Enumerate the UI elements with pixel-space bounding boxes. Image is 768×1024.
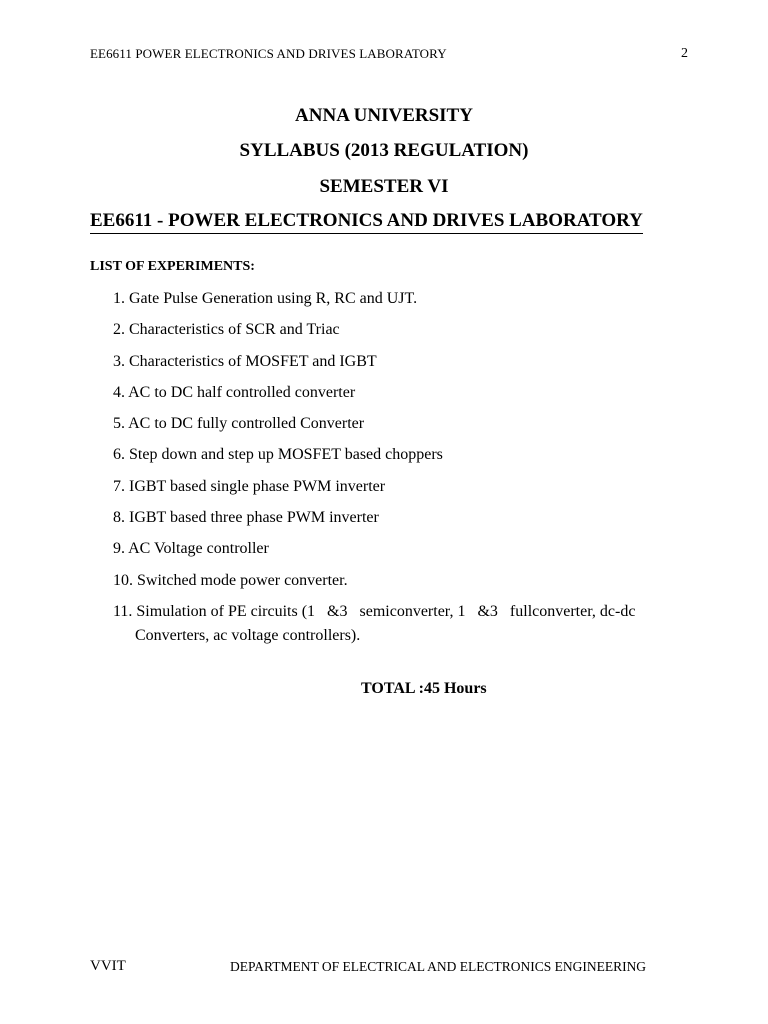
footer-institution: VVIT bbox=[90, 958, 126, 974]
list-item: 3. Characteristics of MOSFET and IGBT bbox=[113, 352, 377, 370]
total-hours: TOTAL :45 Hours bbox=[361, 680, 487, 697]
experiments-heading: LIST OF EXPERIMENTS: bbox=[90, 259, 255, 274]
list-item: 1. Gate Pulse Generation using R, RC and UJT. bbox=[113, 290, 418, 307]
course-title: EE6611 - POWER ELECTRONICS AND DRIVES LABORATORY bbox=[90, 210, 643, 234]
list-item-continuation: Converters, ac voltage controllers). bbox=[135, 627, 361, 644]
footer-department: DEPARTMENT OF ELECTRICAL AND ELECTRONICS ENGINEERING bbox=[230, 959, 647, 974]
list-item: 11. Simulation of PE circuits (1 &3 semiconverter, 1 &3 fullconverter, dc-dc bbox=[113, 602, 636, 620]
list-item: 4. AC to DC half controlled converter bbox=[113, 383, 356, 401]
list-item: 5. AC to DC fully controlled Converter bbox=[113, 415, 365, 433]
syllabus-title: SYLLABUS (2013 REGULATION) bbox=[239, 140, 529, 161]
experiments-list bbox=[113, 283, 635, 627]
running-header: EE6611 POWER ELECTRONICS AND DRIVES LABORATORY bbox=[90, 46, 447, 61]
university-title: ANNA UNIVERSITY bbox=[295, 105, 473, 126]
list-item: 2. Characteristics of SCR and Triac bbox=[113, 321, 340, 339]
list-item: 9. AC Voltage controller bbox=[113, 540, 269, 558]
semester-title: SEMESTER VI bbox=[319, 176, 449, 197]
list-item: 10. Switched mode power converter. bbox=[113, 571, 348, 589]
list-item: 6. Step down and step up MOSFET based choppers bbox=[113, 446, 443, 464]
list-item: 7. IGBT based single phase PWM inverter bbox=[113, 477, 386, 495]
list-item: 8. IGBT based three phase PWM inverter bbox=[113, 509, 379, 527]
page-number: 2 bbox=[681, 46, 688, 61]
